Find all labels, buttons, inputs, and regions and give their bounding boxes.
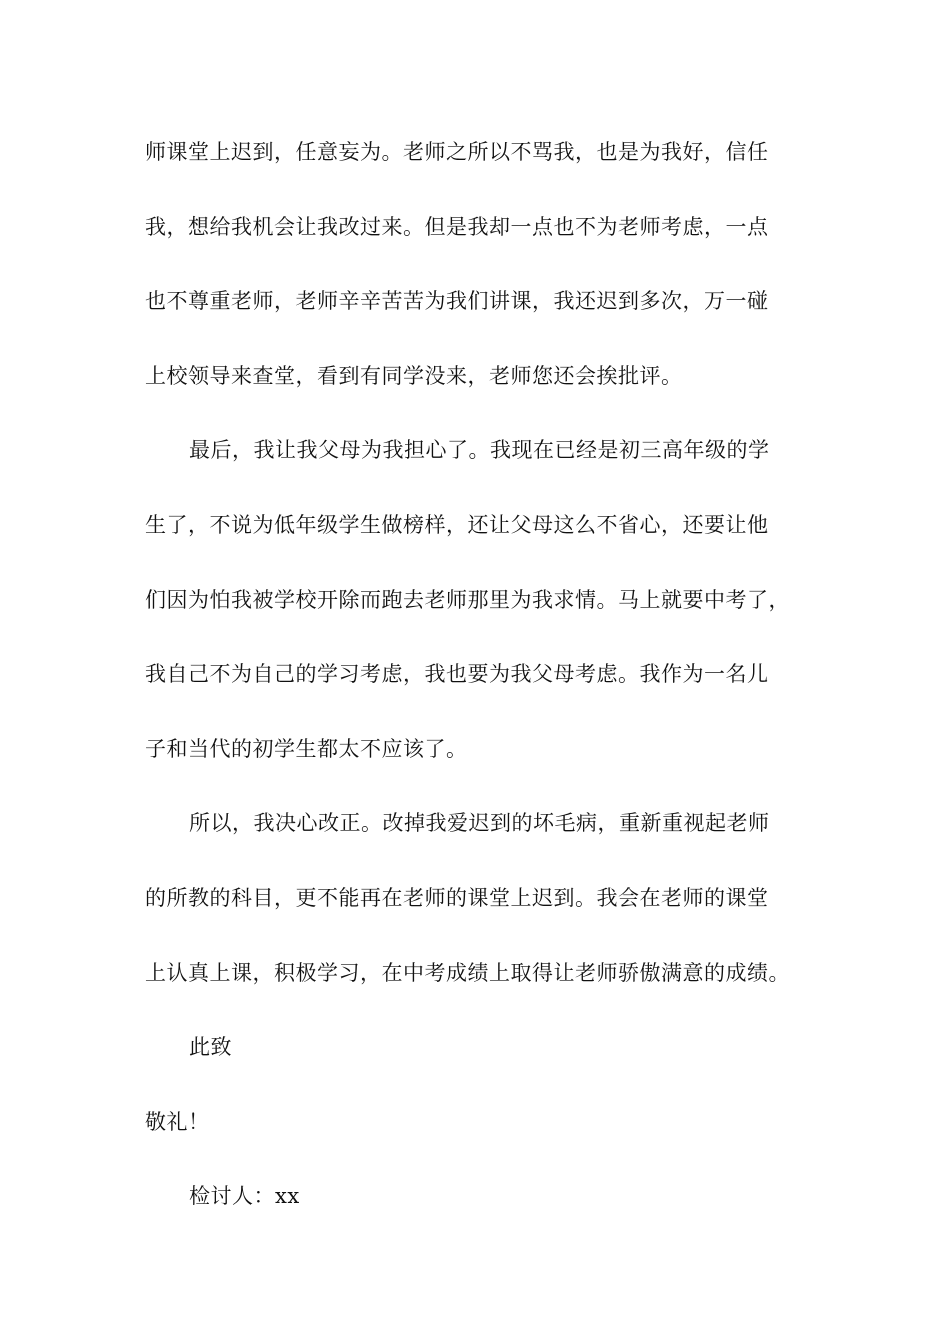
closing-salutation: 此致 <box>189 1035 232 1060</box>
paragraph-start-line: 最后，我让我父母为我担心了。我现在已经是初三高年级的学 <box>189 438 770 463</box>
text-line: 的所教的科目，更不能再在老师的课堂上迟到。我会在老师的课堂 <box>145 885 769 910</box>
text-line: 生了，不说为低年级学生做榜样，还让父母这么不省心，还要让他 <box>145 512 769 537</box>
text-line: 上校领导来查堂，看到有同学没来，老师您还会挨批评。 <box>145 363 683 388</box>
closing-respect: 敬礼！ <box>145 1109 210 1134</box>
text-line: 我，想给我机会让我改过来。但是我却一点也不为老师考虑，一点 <box>145 214 769 239</box>
text-line: 也不尊重老师，老师辛辛苦苦为我们讲课，我还迟到多次，万一碰 <box>145 289 769 314</box>
signature-line: 检讨人：xx <box>189 1184 300 1209</box>
text-line: 师课堂上迟到，任意妄为。老师之所以不骂我，也是为我好，信任 <box>145 140 769 164</box>
text-line: 上认真上课，积极学习，在中考成绩上取得让老师骄傲满意的成绩。 <box>145 960 790 985</box>
text-line: 子和当代的初学生都太不应该了。 <box>145 736 468 761</box>
text-line: 我自己不为自己的学习考虑，我也要为我父母考虑。我作为一名儿 <box>145 662 769 687</box>
document-body <box>145 131 810 1250</box>
text-line: 们因为怕我被学校开除而跑去老师那里为我求情。马上就要中考了， <box>145 587 790 612</box>
paragraph-start-line: 所以，我决心改正。改掉我爱迟到的坏毛病，重新重视起老师 <box>189 811 770 836</box>
